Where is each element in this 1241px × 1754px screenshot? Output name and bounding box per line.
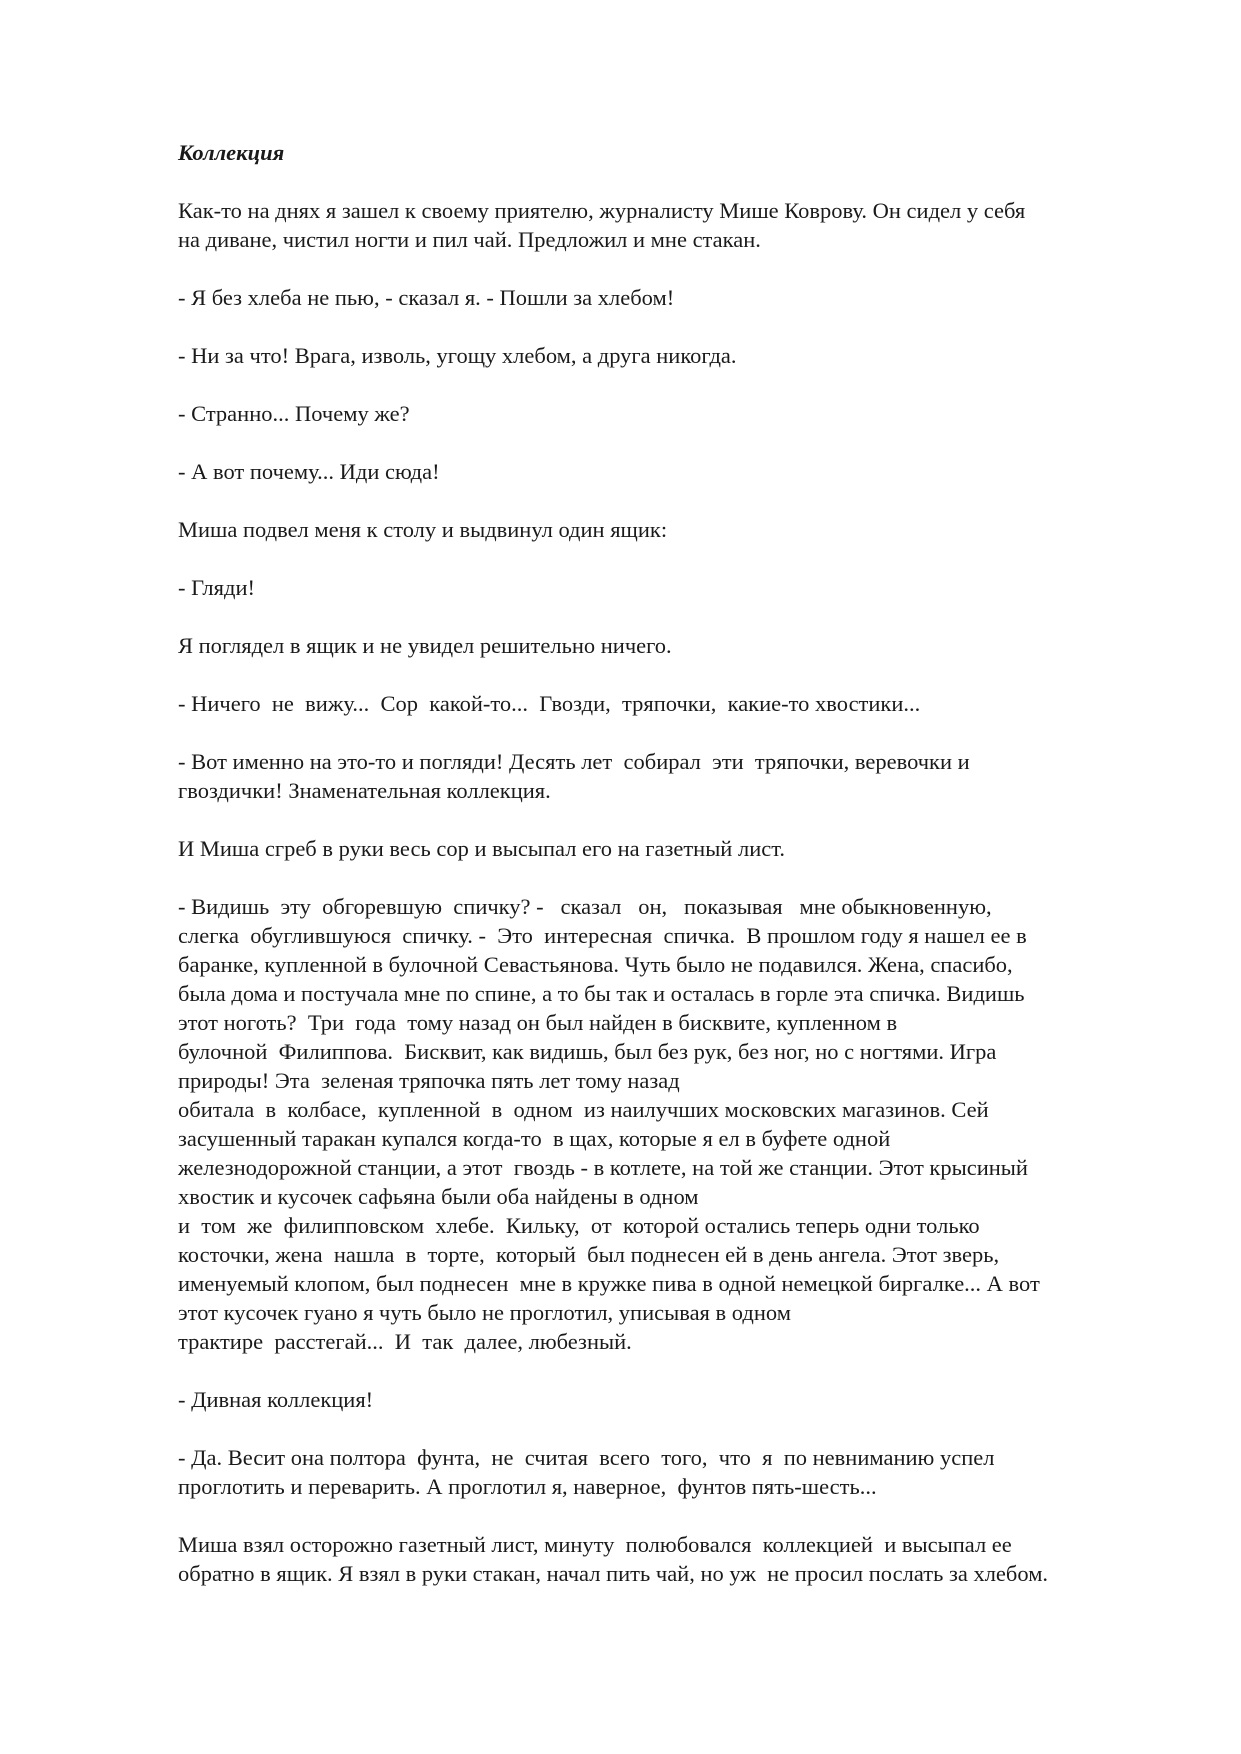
paragraph bbox=[178, 747, 1158, 805]
text-line: обратно в ящик. Я взял в руки стакан, начал пить чай, но уж не просил послать за хлебом. bbox=[178, 1561, 1049, 1586]
paragraph bbox=[178, 834, 1158, 863]
text-line: - Ничего не вижу... Сор какой-то... Гвозди, тряпочки, какие-то хвостики... bbox=[178, 691, 921, 716]
text-line: природы! Эта зеленая тряпочка пять лет тому назад bbox=[178, 1068, 680, 1093]
text-line: этот ноготь? Три года тому назад он был найден в бисквите, купленном в bbox=[178, 1010, 898, 1035]
text-line: проглотить и переварить. А проглотил я, наверное, фунтов пять-шесть... bbox=[178, 1474, 877, 1499]
text-line: засушенный таракан купался когда-то в щах, которые я ел в буфете одной bbox=[178, 1126, 891, 1151]
text-line: - Вот именно на это-то и погляди! Десять лет собирал эти тряпочки, веревочки и bbox=[178, 749, 970, 774]
text-line: была дома и постучала мне по спине, а то бы так и осталась в горле эта спичка. Видишь bbox=[178, 981, 1025, 1006]
paragraph bbox=[178, 892, 1158, 1356]
text-line: - Видишь эту обгоревшую спичку? - сказал он, показывая мне обыкновенную, bbox=[178, 894, 992, 919]
text-line: железнодорожной станции, а этот гвоздь - в котлете, на той же станции. Этот крысиный bbox=[178, 1155, 1028, 1180]
paragraph bbox=[178, 341, 1158, 370]
text-line: Миша взял осторожно газетный лист, минуту полюбовался коллекцией и высыпал ее bbox=[178, 1532, 1012, 1557]
text-line: косточки, жена нашла в торте, который был поднесен ей в день ангела. Этот зверь, bbox=[178, 1242, 1000, 1267]
text-line: и том же филипповском хлебе. Кильку, от которой остались теперь одни только bbox=[178, 1213, 980, 1238]
text-line: именуемый клопом, был поднесен мне в кружке пива в одной немецкой биргалке... А вот bbox=[178, 1271, 1040, 1296]
text-line: - Гляди! bbox=[178, 575, 255, 600]
paragraph bbox=[178, 1443, 1158, 1501]
document-title: Коллекция bbox=[178, 140, 285, 165]
text-line: - Ни за что! Врага, изволь, угощу хлебом, а друга никогда. bbox=[178, 343, 737, 368]
text-line: Как-то на днях я зашел к своему приятелю, журналисту Мише Коврову. Он сидел у себя bbox=[178, 198, 1026, 223]
paragraph bbox=[178, 689, 1158, 718]
document-body bbox=[178, 138, 1158, 1617]
text-line: - Я без хлеба не пью, - сказал я. - Пошли за хлебом! bbox=[178, 285, 675, 310]
text-line: баранке, купленной в булочной Севастьянова. Чуть было не подавился. Жена, спасибо, bbox=[178, 952, 1013, 977]
text-line: хвостик и кусочек сафьяна были оба найдены в одном bbox=[178, 1184, 699, 1209]
text-line: Я поглядел в ящик и не увидел решительно ничего. bbox=[178, 633, 672, 658]
text-line: на диване, чистил ногти и пил чай. Предложил и мне стакан. bbox=[178, 227, 761, 252]
paragraph bbox=[178, 631, 1158, 660]
text-line: гвоздички! Знаменательная коллекция. bbox=[178, 778, 551, 803]
text-line: - А вот почему... Иди сюда! bbox=[178, 459, 440, 484]
text-line: обитала в колбасе, купленной в одном из наилучших московских магазинов. Сей bbox=[178, 1097, 989, 1122]
paragraph bbox=[178, 399, 1158, 428]
text-line: Миша подвел меня к столу и выдвинул один ящик: bbox=[178, 517, 668, 542]
text-line: И Миша сгреб в руки весь сор и высыпал его на газетный лист. bbox=[178, 836, 785, 861]
text-line: этот кусочек гуано я чуть было не проглотил, уписывая в одном bbox=[178, 1300, 791, 1325]
paragraph bbox=[178, 573, 1158, 602]
paragraph-list bbox=[178, 196, 1158, 1588]
text-line: трактире расстегай... И так далее, любезный. bbox=[178, 1329, 632, 1354]
paragraph bbox=[178, 515, 1158, 544]
text-line: булочной Филиппова. Бисквит, как видишь, был без рук, без ног, но с ногтями. Игра bbox=[178, 1039, 997, 1064]
paragraph bbox=[178, 457, 1158, 486]
paragraph bbox=[178, 196, 1158, 254]
text-line: слегка обуглившуюся спичку. - Это интересная спичка. В прошлом году я нашел ее в bbox=[178, 923, 1027, 948]
text-line: - Дивная коллекция! bbox=[178, 1387, 374, 1412]
paragraph bbox=[178, 283, 1158, 312]
text-line: - Странно... Почему же? bbox=[178, 401, 410, 426]
paragraph bbox=[178, 1385, 1158, 1414]
paragraph bbox=[178, 1530, 1158, 1588]
text-line: - Да. Весит она полтора фунта, не считая всего того, что я по невниманию успел bbox=[178, 1445, 995, 1470]
